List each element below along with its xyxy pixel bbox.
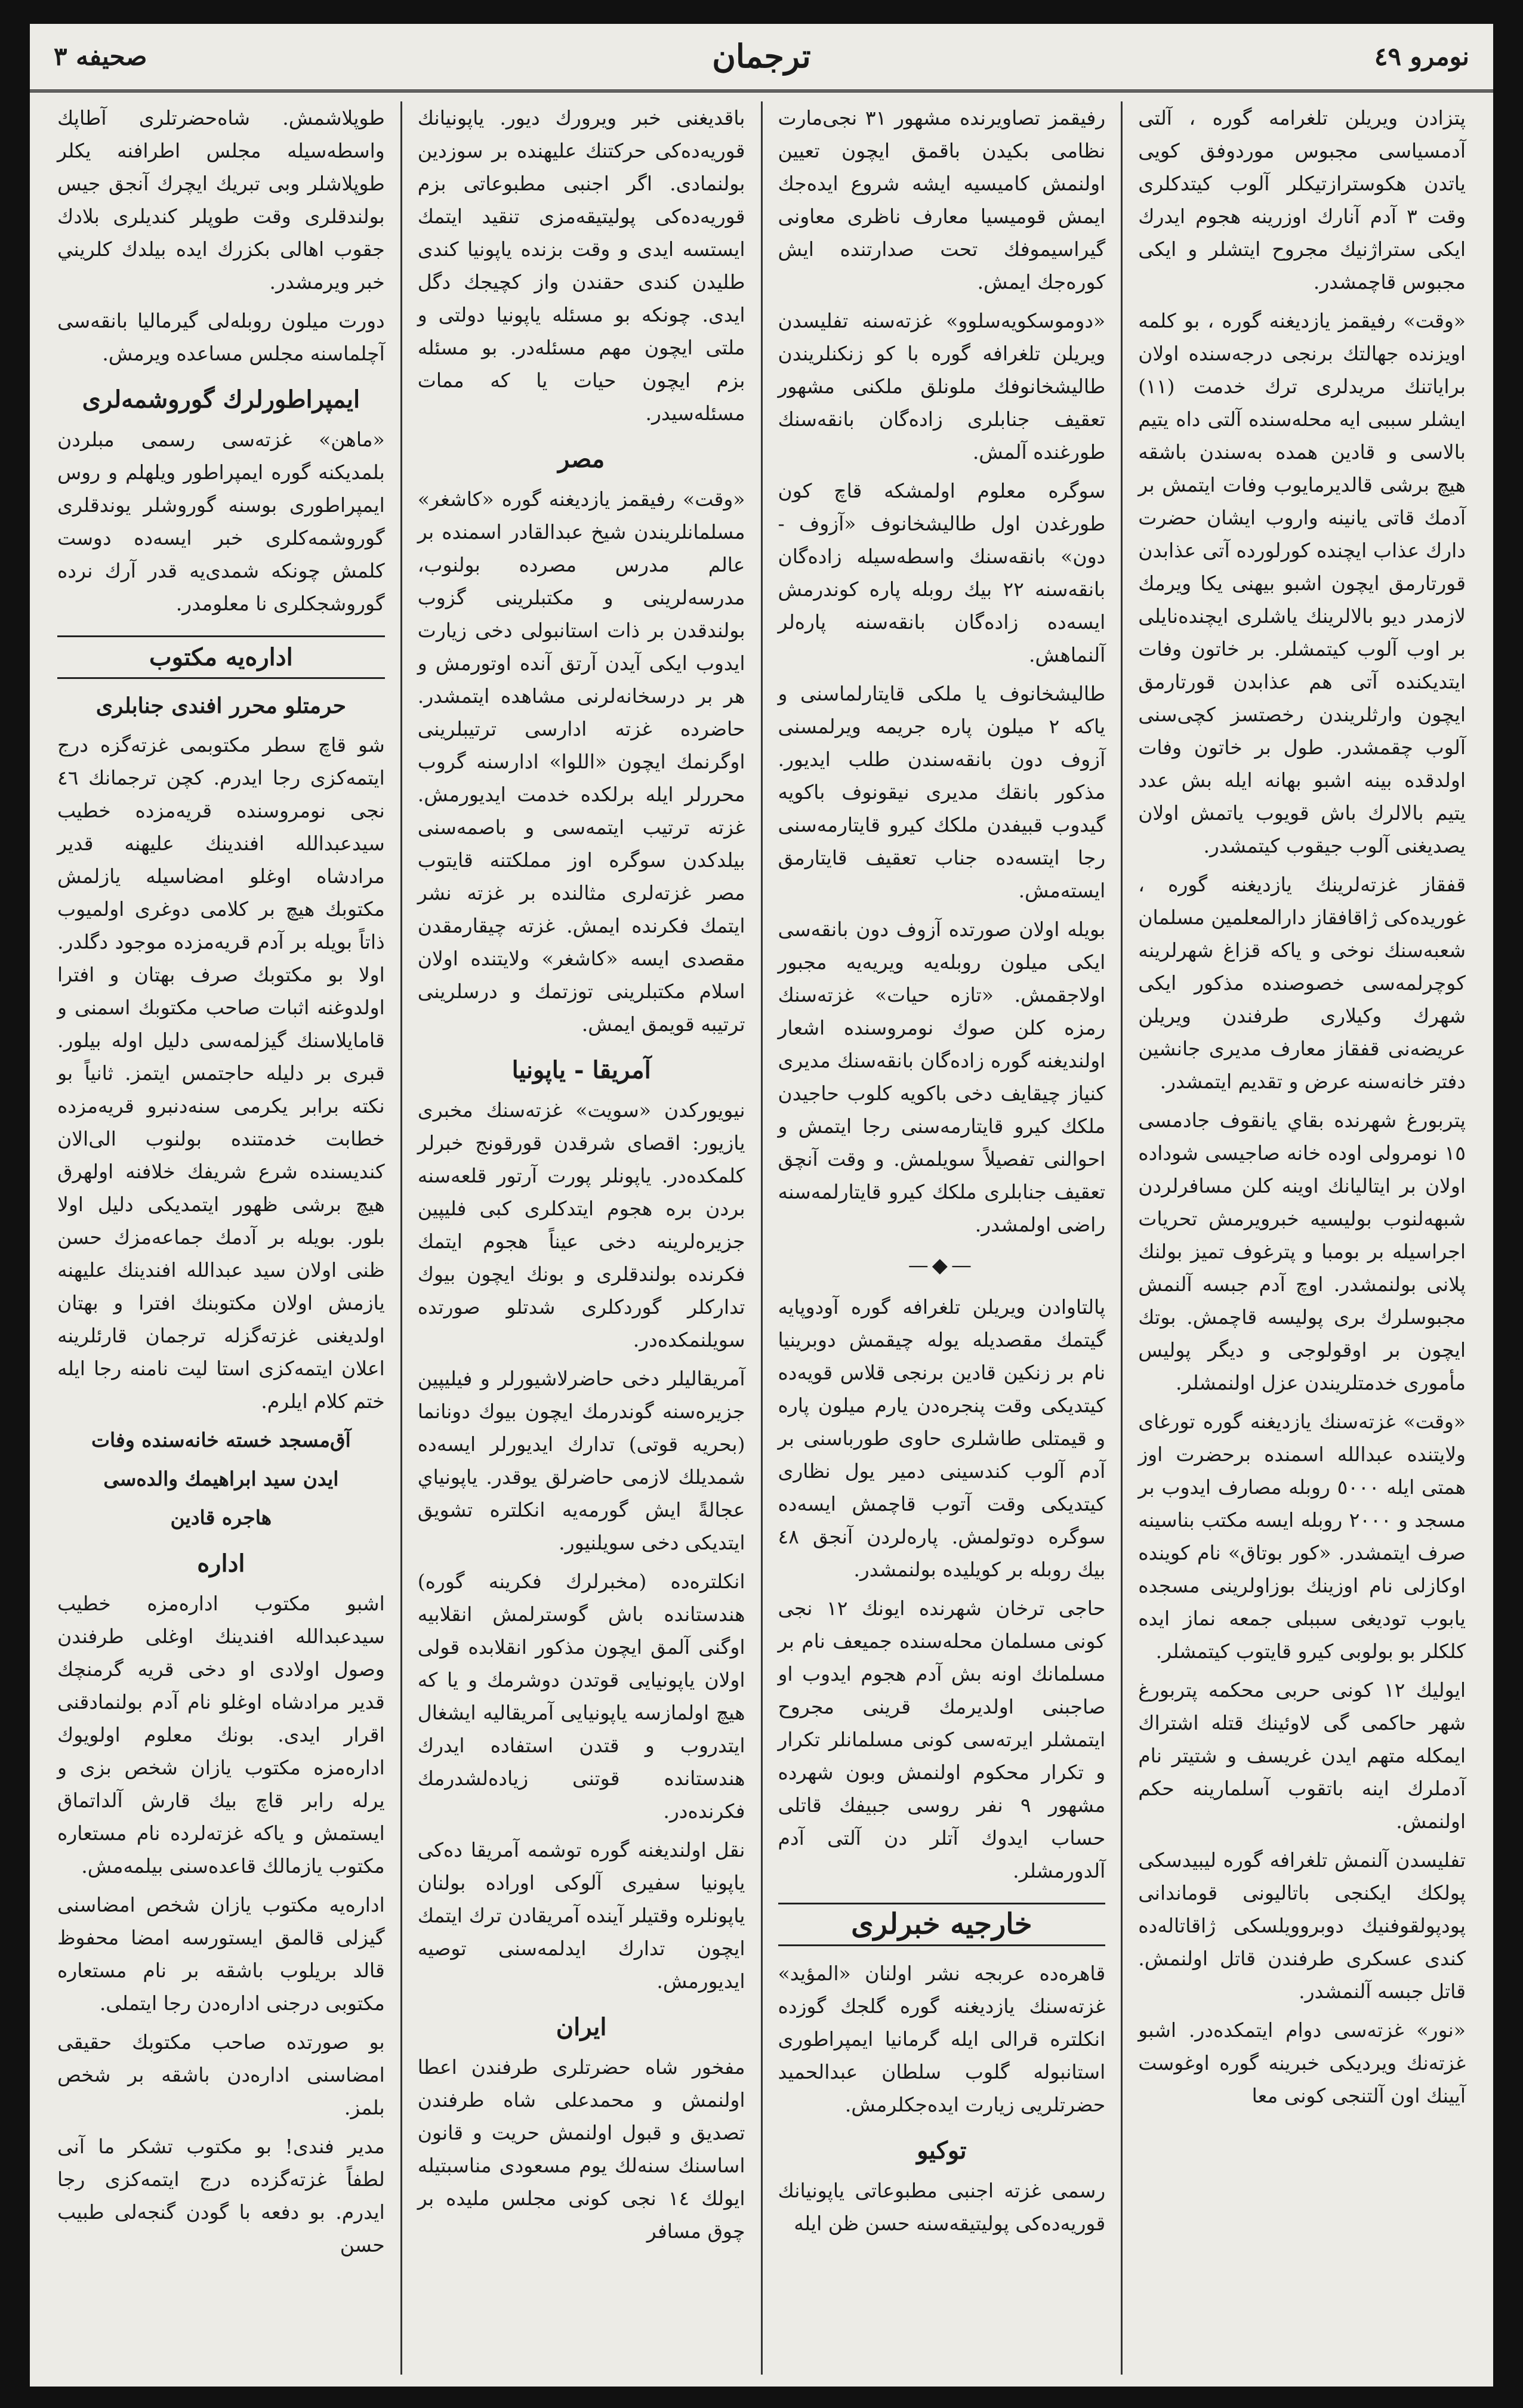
- letter-signature-name: هاجره قادين: [170, 1506, 272, 1529]
- ornament-divider: —◆—: [908, 1254, 975, 1277]
- news-paragraph: «نور» غزته‌سى دوام ايتمكده‌در. اشبو غزته‌نك ويرديكى خبرينه گوره اوغوست آيينك اون آلتنجى كونى معا: [1138, 2018, 1466, 2107]
- news-paragraph: پتربورغ شهرنده بقاي يانقوف جادمسى ١٥ نومرولى اوده خانه صاجيسى شوداده اولان بر ايتاليانك اوينه كلن مسافرلردن شبهه‌لنوب بوليسيه خبرويرمش تحريات اجراسيله بر بومبا و پترغوف تميز بولنك پلانى بولنمشدر. اوچ آدم جبسه آلنمش مجبوسلرك برى پوليسه قاچمش. بوتك ايچون بر اوقولوجى و ديگر پوليس مأمورى خدمتلريندن عزل اولنمشلر.: [1138, 1109, 1466, 1394]
- news-paragraph: «وقت» غزته‌سنك يازديغنه گوره تورغاى ولايتنده عبدالله اسمنده برحضرت اوز همتى ايله ٥٠٠٠ روبله مصارف ايدوب بر مسجد و ٢٠٠٠ روبله ايسه مكتب بناسينه صرف ايتمشدر. «كور بوتاق» نام كوينده اوكازلى نام اوزينك بوزاولرينى مسجده يابوب توديغى سببلى جمعه نماز ايده كلكلر بو بولوبى كيرو قايتوب كيتمشلر.: [1138, 1410, 1466, 1663]
- news-paragraph: طاليشخانوف يا ملكى قايتارلماسنى و ياكه ٢ ميلون پاره جريمه ويرلمسنى آزوف دون بانقه‌سندن طلب ايديور. مذكور بانقك مديرى نيقونوف باكويه گيدوب قبيفدن ملكك كيرو قايتارمه‌سنى رجا ايتسه‌ده جناب تعقيف قايتارمق ايسته‌مش.: [778, 682, 1106, 902]
- article-heading-tokyo: توكيو: [917, 2137, 967, 2165]
- news-paragraph: رسمى غزته اجنبى مطبوعاتى ياپونيانك قوريه‌ده‌كى پوليتيقه‌سنه حسن ظن ايله: [778, 2179, 1106, 2235]
- news-paragraph: سوگره معلوم اولمشكه قاچ كون طورغدن اول طاليشخانوف «آزوف - دون» بانقه‌سنك واسطه‌سيله زاده‌گان بانقه‌سنه ٢٢ بيك روبله پاره كوندرمش ايسه‌ده زاده‌گان بانقه‌سنه پاره‌لر آلنماهش.: [778, 479, 1106, 666]
- letter-signature-line: آق‌مسجد خسته خانه‌سنده وفات: [91, 1428, 351, 1452]
- news-paragraph: نيويوركدن «سويت» غزته‌سنك مخبرى يازيور: اقصاى شرقدن قورقونج خبرلر كلمكده‌در. ياپونلر پورت آرتور قلعه‌سنه بردن بره هجوم ايتدكلرى كبى فليپين جزيره‌لرينه دخى عيناً هجوم ايتمك فكرنده بولندقلرى و بونك ايچون بيوك تداركلر گوردكلرى شدتلو صورتده سويلنمكده‌در.: [417, 1098, 745, 1351]
- news-paragraph: دورت ميلون روبله‌لى گيرماليا بانقه‌سى آچلماسنه مجلس مساعده ويرمش.: [57, 309, 385, 365]
- article-heading-iran: ايران: [556, 2013, 607, 2041]
- news-paragraph: طوپلاشمش. شاه‌حضرتلرى آطاپك واسطه‌سيله مجلس اطرافنه يكلر طوپلاشلر وبى تبريك ايچرك آنجق جيس بولندقلرى وقت طوپلر كنديلرى بلادك جقوب اهالى بكزرك ايده بيلدك كلريني خبر ويرمشدر.: [57, 106, 385, 294]
- page-number: صحيفه ٣: [54, 42, 147, 71]
- news-paragraph: قاهره‌ده عربجه نشر اولنان «المؤيد» غزته‌سنك يازديغنه گوره گلجك گوزده انكلتره قرالى ايله گرمانيا ايمپراطورى استانبوله گلوب سلطان عبدالحميد حضرتلريى زيارت ايده‌جكلرمش.: [778, 1962, 1106, 2116]
- news-paragraph: قفقاز غزته‌لرينك يازديغنه گوره ، غوريده‌كى ژاقافقاز دارالمعلمين مسلمان شعبه‌سنك نوخى و ياكه قزاغ شهرلرينه كوچرلمه‌سى خصوصنده مذكور ايكى شهرك وكيلارى طرفندن ويريلن عريضه‌نى قفقاز معارف مديرى جانشين دفتر خانه‌سنه عرض و تقديم ايتمشدر.: [1138, 873, 1466, 1093]
- news-paragraph: رفيقمز تصاويرنده مشهور ٣١ نجى‌مارت نظامى بكيدن باقمق ايچون تعيين اولنمش كاميسيه ايشه شروع ايده‌جك ايمش قوميسيا معارف ناظرى معاونى گيراسيموفك تحت صدارتنده ايش كوره‌جك ايمش.: [778, 106, 1106, 294]
- column-1: [1121, 101, 1481, 2375]
- news-paragraph: مفخور شاه حضرتلرى طرفندن اعطا اولنمش و محمدعلى شاه طرفندن تصديق و قبول اولنمش حريت و قانون اساسنك سنه‌لك يوم مسعودى مناسبتيله ايولك ١٤ نجى كونى مجلس مليده بر چوق مسافر: [417, 2055, 745, 2243]
- news-paragraph: «وقت» رفيقمز يازديغنه گوره ، بو كلمه اويزنده جهالتك برنجى درجه‌سنده اولان براياتنك مريدلرى ترك خدمت (١١) ايشلر سببى ايه محله‌سنده آلتى داه يتيم بالاسى و قادين همده به‌سندن باشقه هيچ برشى قالديرمايوب وفات ايتمش بر آدمك قاتى يانينه واروب ايشان حضرت دارك عذاب ايچنده كورلورده آتى عذابدن قورتارمق ايچون اشبو بيهنى يكا ويرمك لازمدر ديو بالالرينك ياشلرى ايچنده‌نايلى بر اوب آلوب كيتمشلر. بر خاتون وفات ايتديكنده آتى هم عذابدن قورتارمق ايچون وارثلريندن رخصتسز كچى‌سنى آلوب چقمشدر. طول بر خاتون وفات اولدقده بينه اشبو بهانه ايله بش عدد يتيم بالالرك باش قويوب ياتمش اولان يصديغنى آلوب جيقوب كيتمشدر.: [1138, 309, 1466, 857]
- news-paragraph: حاجى ترخان شهرنده ايونك ١٢ نجى كونى مسلمان محله‌سنده جميعف نام بر مسلمانك اونه بش آدم هجوم ايدوب او صاجبنى اولديرمك قرينى مجروح ايتمشلر ايرته‌سى كونى مسلمانلر تكرار و تكرار محكوم اولنمش وبون شهرده مشهور ٩ نفر روسى جبيفك قاتلى حساب ايدوك آتلر دن آلتى آدم آلدورمشلر.: [778, 1597, 1106, 1882]
- section-heading-foreign-news: خارجيه خبرلرى: [778, 1903, 1106, 1946]
- news-paragraph: «وقت» رفيقمز يازديغنه گوره «كاشغر» مسلمانلريندن شيخ عبدالقادر اسمنده بر عالم مدرس مصرده بولنوب، مدرسه‌لرينى و مكتبلرينى گزوب بولندقدن بر ذات استانبولى دخى زيارت ايدوب ايكى آيدن آرتق آنده اوتورمش و هر بر درسخانه‌لرنى مشاهده ايتمشدر. حاضرده غزته ادارسى ترتيبلرينى اوگرنمك ايچون «اللوا» ادارسنه گروب محررلر ايله برلكده خدمت ايديورمش. غزته ترتيب ايتمه‌سى و باصمه‌سنى بيلدكدن سوگره اوز مملكتنه قايتوب مصر غزته‌لرى مثالنده بر غزته نشر ايتمك فكرنده ايمش. غزته چيقارمقدن مقصدى ايسه «كاشغر» ولايتنده اولان اسلام مكتبلرينى توزتمك و درسلرينى ترتيبه قويمق ايمش.: [417, 487, 745, 1036]
- news-paragraph: بويله اولان صورتده آزوف دون بانقه‌سى ايكى ميلون روبله‌يه ويريه‌يه مجبور اولاجقمش. «تازه حيات» غزته‌سنك رمزه كلن صوك نومروسنده اشعار اولنديغنه گوره زاده‌گان بانقه‌سنك مديرى كنياز چيقايف دخى باكويه كلوب حاجيدن ملكك كيرو قايتارمه‌سنى رجا ايتمش و احوالنى تفصيلاً سويلمش. و وقت آنچق تعقيف جنابلرى ملكك كيرو قايتارلمه‌سنه راضى اولمشدر.: [778, 918, 1106, 1236]
- article-columns: [42, 101, 1481, 2375]
- news-paragraph: بو صورتده صاحب مكتوبك حقيقى امضاسنى اداره‌دن باشقه بر شخص بلمز.: [57, 2030, 385, 2119]
- news-paragraph: پالتاوادن ويريلن تلغرافه گوره آودوپايه گيتمك مقصديله يوله چيقمش دوبرينيا نام بر زنكين قادين برنجى قلاس قويه‌ده كيتديكى وقت پنجره‌دن يارم ميلون پاره و قيمتلى طاشلرى حاوى طوربا‌سنى بر آدم آلوب كندسينى دمير يول نظارى كيتديكى وقت آتوب قاچمش ايسه‌ده سوگره دوتولمش. پاره‌لردن آنجق ٤٨ بيك روبله بر كويليده بولنمشدر.: [778, 1295, 1106, 1581]
- masthead: [30, 24, 1493, 92]
- news-paragraph: مدير فندى! بو مكتوب تشكر ما آنى لطفاً غزته‌گزده درج ايتمه‌كزى رجا ايدرم. بو دفعه با گودن گنجه‌لى طبيب حسن: [57, 2135, 385, 2256]
- letter-paragraph: شو قاچ سطر مكتوبمى غزته‌گزه درج ايتمه‌كزى رجا ايدرم. كچن ترجمانك ٤٦ نجى نومروسنده قريه‌مزده خطيب سيدعبدالله افندينك عليهنه قدير مرادشاه اوغلو امضاسيله يازلمش مكتوبك هيچ بر كلامى دوغرى اولميوب ذاتاً بويله بر آدم قريه‌مزده موجود دگلدر. اولا بو مكتوبك صرف بهتان و افترا اولدوغنه اثبات صاحب مكتوبك اسمنى و قامايلاسنك گيزلمه‌سى دليل اوله بيلور. قبرى بر دليله حاجتمس ايتمز. ثانياً بو نكته برابر يكرمى سنه‌دنبرو قريه‌مزده خطابت خدمتنده بولنوب الى‌الان كنديسنده شرع شريفك خلافنه اولهرق هيچ برشى ظهور ايتمديكى دليل اولا بلور. بويله بر آدمك جماعه‌مزك حسن ظنى اولان سيد عبدالله افندينك عليهنه يازمش اولان مكتوبنك افترا و بهتان اولديغنى غزته‌گزله ترجمان قارئلرينه اعلان ايتمه‌كزى استا ليت نامنه رجا ايله ختم كلام ايلرم.: [57, 733, 385, 1413]
- article-heading-egypt: مصر: [558, 445, 605, 473]
- article-heading-america-japan: آمريقا - ياپونيا: [511, 1056, 651, 1084]
- news-paragraph: باقديغنى خبر ويرورك ديور. ياپونيانك قوريه‌ده‌كى حركتنك عليهنده بر سوزدين بولنمادى. اگر اجنبى مطبوعاتى بزم قوريه‌ده‌كى پوليتيقه‌مزى تنقيد ايتمك ايستسه ايدى و وقت بزنده ياپونيا كندى طليدن كندى حقندن واز كچيجك دگل ايدى. چونكه بو مسئله ياپونيا دولتى و ملتى ايچون مهم مسئله‌در. بو مسئله بزم ايچون حيات يا كه ممات مسئله‌سيدر.: [417, 106, 745, 425]
- column-2: [761, 101, 1121, 2375]
- news-paragraph: «ماهن» غزته‌سى رسمى مبلردن بلمديكنه گوره ايمپراطور ويلهلم و روس ايمپراطورى بوسنه گوروشلر يوندقلرى گوروشمه‌كلرى خبر ايسه‌ده دوست كلمش چونكه شمدى‌يه قدر آرك نرده گوروشجكلرى نا معلومدر.: [57, 428, 385, 615]
- column-4: [42, 101, 400, 2375]
- news-paragraph: نقل اولنديغنه گوره توشمه آمريقا ده‌كى ياپونيا سفيرى آلوكى اوراده بولنان ياپونلره وقتيلر آينده آمريقادن ترك ايتمك ايچون تدارك ايدلمه‌سنى توصيه ايديورمش.: [417, 1838, 745, 1993]
- news-paragraph: اداره‌يه مكتوب يازان شخص امضاسنى گيزلى قالمق ايستورسه امضا محفوظ قالد بريلوب باشقه بر نام مستعاره مكتوبى درجنى اداره‌دن رجا ايتملى.: [57, 1893, 385, 2015]
- news-paragraph: اشبو مكتوب اداره‌مزه خطيب سيدعبدالله افندينك اوغلى طرفندن وصول اولادى او دخى قريه گرمنچك قدير مرادشاه اوغلو نام آدم بولنمادقنى اقرار ايدى. بونك معلوم اولويوك اداره‌مزه مكتوب يازان شخص بزى و يرله رابر قاچ بيك قارش آلداتماق ايستمش و ياكه غزته‌لرده نام مستعاره مكتوب يازمالك قاعده‌سنى بيلمه‌مش.: [57, 1592, 385, 1878]
- news-paragraph: انكلتره‌ده (مخبرلرك فكرينه گوره) هندستانده باش گوسترلمش انقلابيه اوگنى آلمق ايچون مذكور انقلابده قولى اولان ياپونيايى قوتدن دوشرمك و يا كه هيچ اولمازسه ياپونيايى آمريقاليه ايشغال ايتدروب و قتدن استفاده ايدرك هندستانده قوتنى زياده‌لشدرمك فكرنده‌در.: [417, 1570, 745, 1823]
- article-heading-administration: اداره: [197, 1549, 245, 1577]
- news-paragraph: پتزادن ويريلن تلغرامه گوره ، آلتى آدمسياسى مجبوس موردوفق كويى ياتدن هكوسترازتيكلر آلوب كيتدكلرى وقت ٣ آدم آنارك اوزرينه هجوم ايدرك ايكى ستراژنيك مجروح ايتشلر و ايكى مجبوس قاچمشدر.: [1138, 106, 1466, 294]
- section-heading-letter: اداره‌يه مكتوب: [57, 635, 385, 679]
- newspaper-page: [30, 24, 1493, 2387]
- news-paragraph: تفليسدن آلنمش تلغرافه گوره ليبيدسكى پولكك ايكنجى باتاليونى قوماندانى پودپولقوفنيك دوبروويلسكى ژاقاتاله‌ده كندى عسكرى طرفندن قاتل اولنمش. قاتل جبسه آلنمشدر.: [1138, 1848, 1466, 2003]
- column-3: [400, 101, 761, 2375]
- article-heading-emperors: ايمپراطورلرك گوروشمه‌لرى: [82, 385, 360, 413]
- news-paragraph: ايوليك ١٢ كونى حربى محكمه پتربورغ شهر حاكمى گى لاوئينك قتله اشتراك ايمكله متهم ايدن غريسف و شتيتر نام آدملرك اينه باتقوب آسلمارينه حكم اولنمش.: [1138, 1678, 1466, 1833]
- letter-signature-line: ايدن سيد ابراهيمك والده‌سى: [103, 1467, 339, 1490]
- letter-salutation: حرمتلو محرر افندى جنابلرى: [95, 693, 347, 718]
- news-paragraph: «دوموسكويه‌سلوو» غزته‌سنه تفليسدن ويريلن تلغرافه گوره با كو زنكنلريندن طاليشخانوفك ملونلق ملكنى مشهور تعقيف جنابلرى زاده‌گان بانقه‌سنك طورغنده آلمش.: [778, 309, 1106, 464]
- news-paragraph: آمريقاليلر دخى حاضرلاشيورلر و فيليپين جزيره‌سنه گوندرمك ايچون بيوك دونانما (بحريه قوتى) تدارك ايديورلر ايسه‌ده شمديلك لازمى حاضرلق يوقدر. ياپونياي عجالةً ايش گورمه‌يه انكلتره تشويق ايتديكى دخى سويلنيور.: [417, 1367, 745, 1554]
- newspaper-title: ترجمان: [712, 37, 811, 75]
- issue-number: نومرو ٤٩: [1374, 42, 1469, 71]
